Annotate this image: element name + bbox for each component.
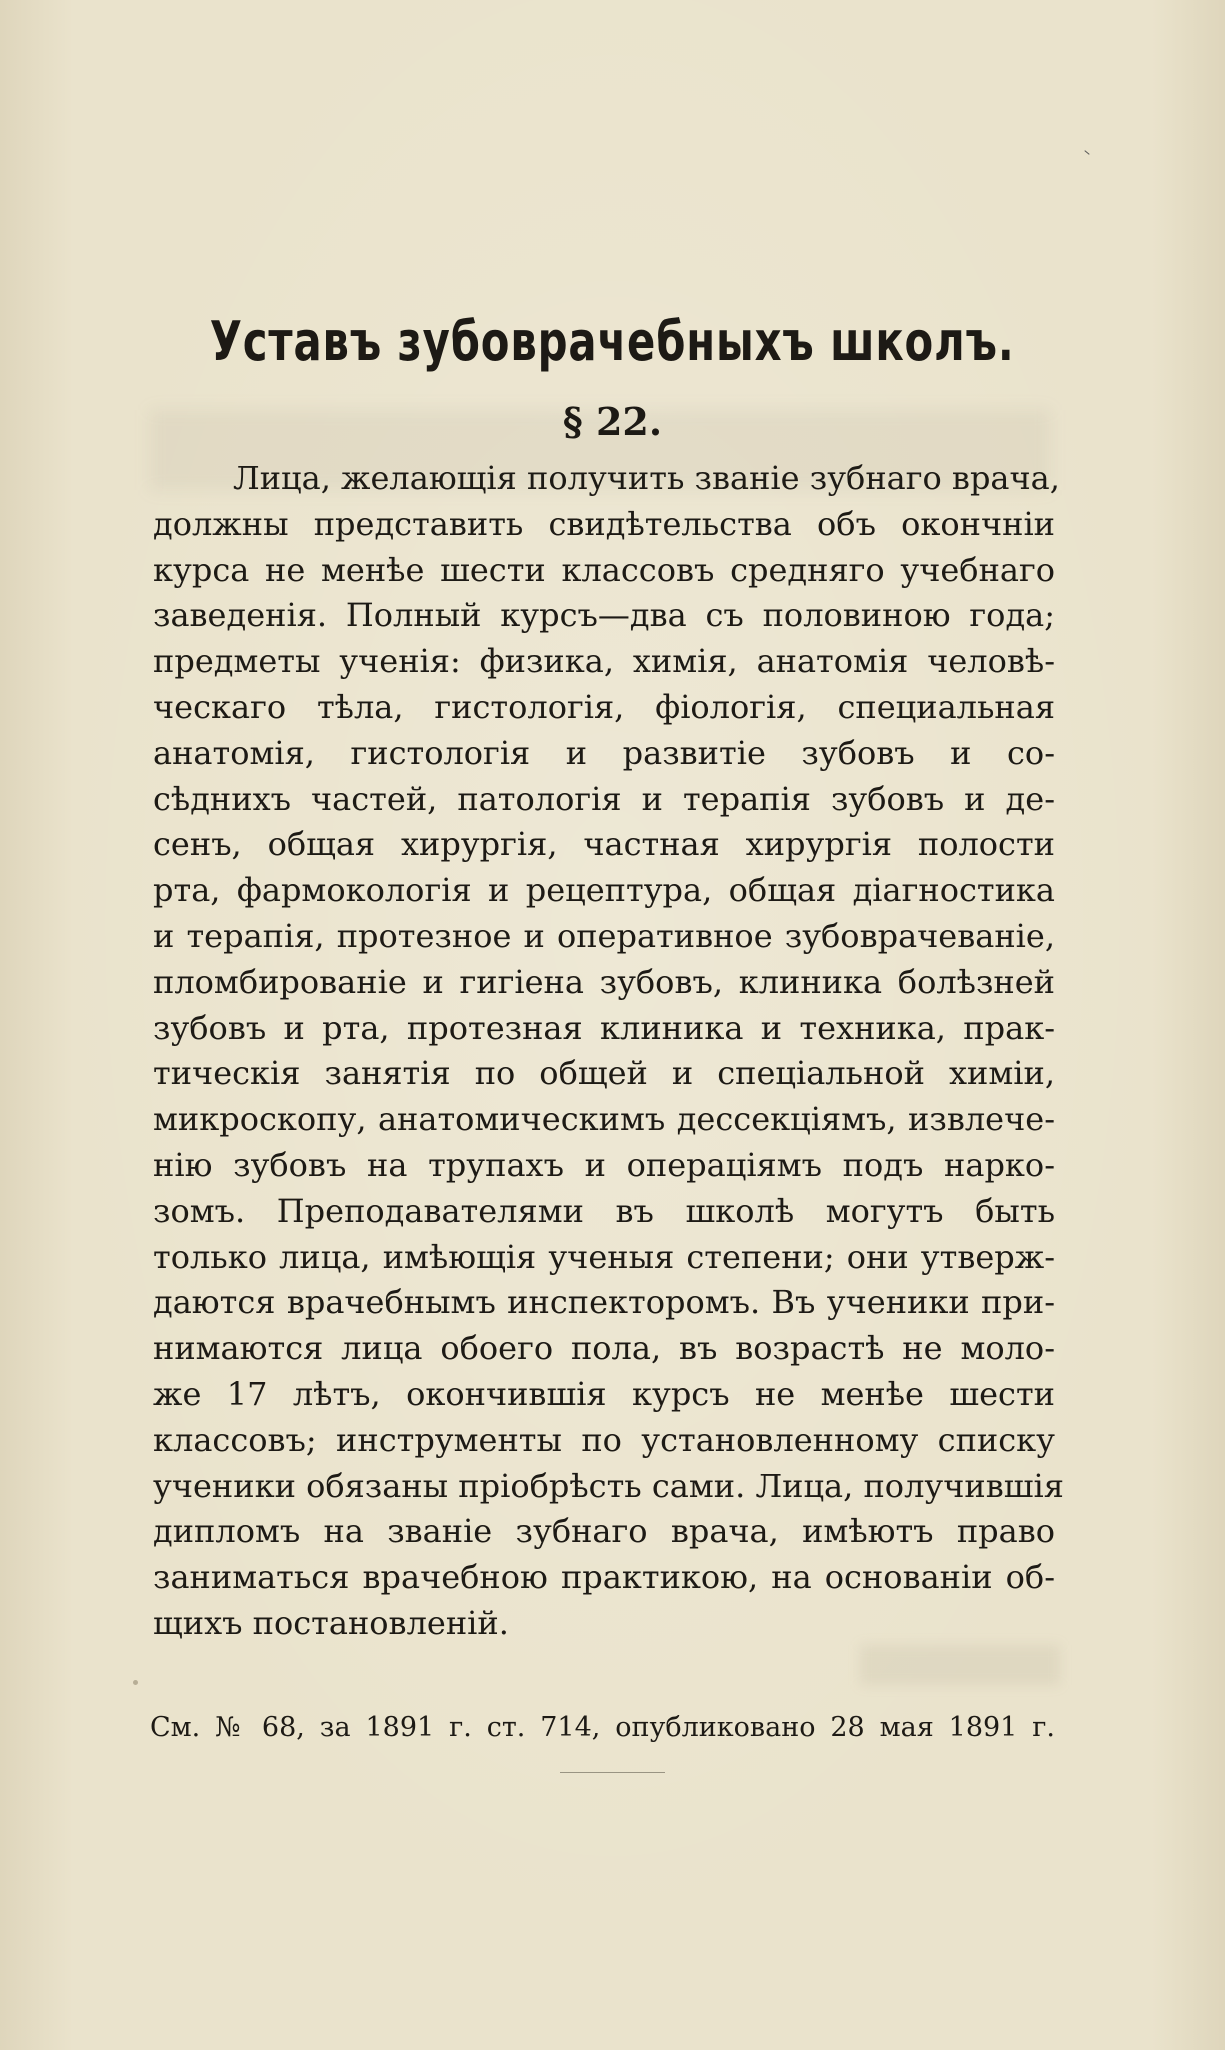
paper-speck <box>1084 150 1089 155</box>
text-line: рта, фармокологія и рецептура, общая діагностика <box>153 871 1055 910</box>
text-line: пломбированіе и гигіена зубовъ, клиника болѣзней <box>153 962 1055 1001</box>
text-line: же 17 лѣтъ, окончившія курсъ не менѣе шести <box>153 1374 1055 1413</box>
text-line: тическія занятія по общей и спеціальной химіи, <box>153 1054 1055 1093</box>
text-line: ученики обязаны пріобрѣсть сами. Лица, получившія <box>153 1466 1064 1505</box>
publication-reference: См. № 68, за 1891 г. ст. 714, опубликовано 28 мая 1891 г. <box>150 1712 1055 1743</box>
text-line: заведенія. Полный курсъ—два съ половиною года; <box>153 596 1055 635</box>
text-line: и терапія, протезное и оперативное зубоврачеваніе, <box>153 916 1055 955</box>
document-title: Уставъ зубоврачебныхъ школъ. <box>209 310 1015 373</box>
text-line: зубовъ и рта, протезная клиника и техника, прак- <box>153 1008 1055 1047</box>
text-line: Лица, желающія получить званіе зубнаго врача, <box>233 459 1060 497</box>
divider-rule <box>560 1772 665 1773</box>
text-line: сенъ, общая хирургія, частная хирургія полости <box>153 825 1055 864</box>
text-line: только лица, имѣющія ученыя степени; они утверж- <box>153 1237 1055 1276</box>
text-line: классовъ; инструменты по установленному списку <box>153 1420 1055 1459</box>
text-line: должны представить свидѣтельства объ окончніи <box>153 504 1055 543</box>
text-line: заниматься врачебною практикою, на основаніи об- <box>153 1558 1055 1597</box>
text-line: предметы ученія: физика, химія, анатомія человѣ- <box>153 642 1055 681</box>
body-paragraph <box>153 456 1064 1647</box>
text-line: нимаются лица обоего пола, въ возрастѣ не моло- <box>153 1329 1055 1368</box>
text-line: анатомія, гистологія и развитіе зубовъ и со- <box>153 733 1055 772</box>
section-number: § 22. <box>562 399 663 444</box>
text-line: щихъ постановленій. <box>153 1603 509 1642</box>
text-line: зомъ. Преподавателями въ школѣ могутъ быть <box>153 1191 1055 1230</box>
bleed-through-shadow <box>860 1645 1060 1685</box>
text-line: сѣднихъ частей, патологія и терапія зубовъ и де- <box>153 779 1055 818</box>
text-line: курса не менѣе шести классовъ средняго учебнаго <box>153 550 1055 589</box>
paper-stain <box>133 1680 138 1685</box>
text-line: дипломъ на званіе зубнаго врача, имѣютъ право <box>153 1512 1055 1551</box>
text-line: ческаго тѣла, гистологія, фіологія, специальная <box>153 687 1055 726</box>
text-line: даются врачебнымъ инспекторомъ. Въ ученики при- <box>153 1283 1055 1322</box>
text-line: микроскопу, анатомическимъ дессекціямъ, извлече- <box>153 1100 1055 1139</box>
text-line: нію зубовъ на трупахъ и операціямъ подъ нарко- <box>153 1145 1055 1184</box>
